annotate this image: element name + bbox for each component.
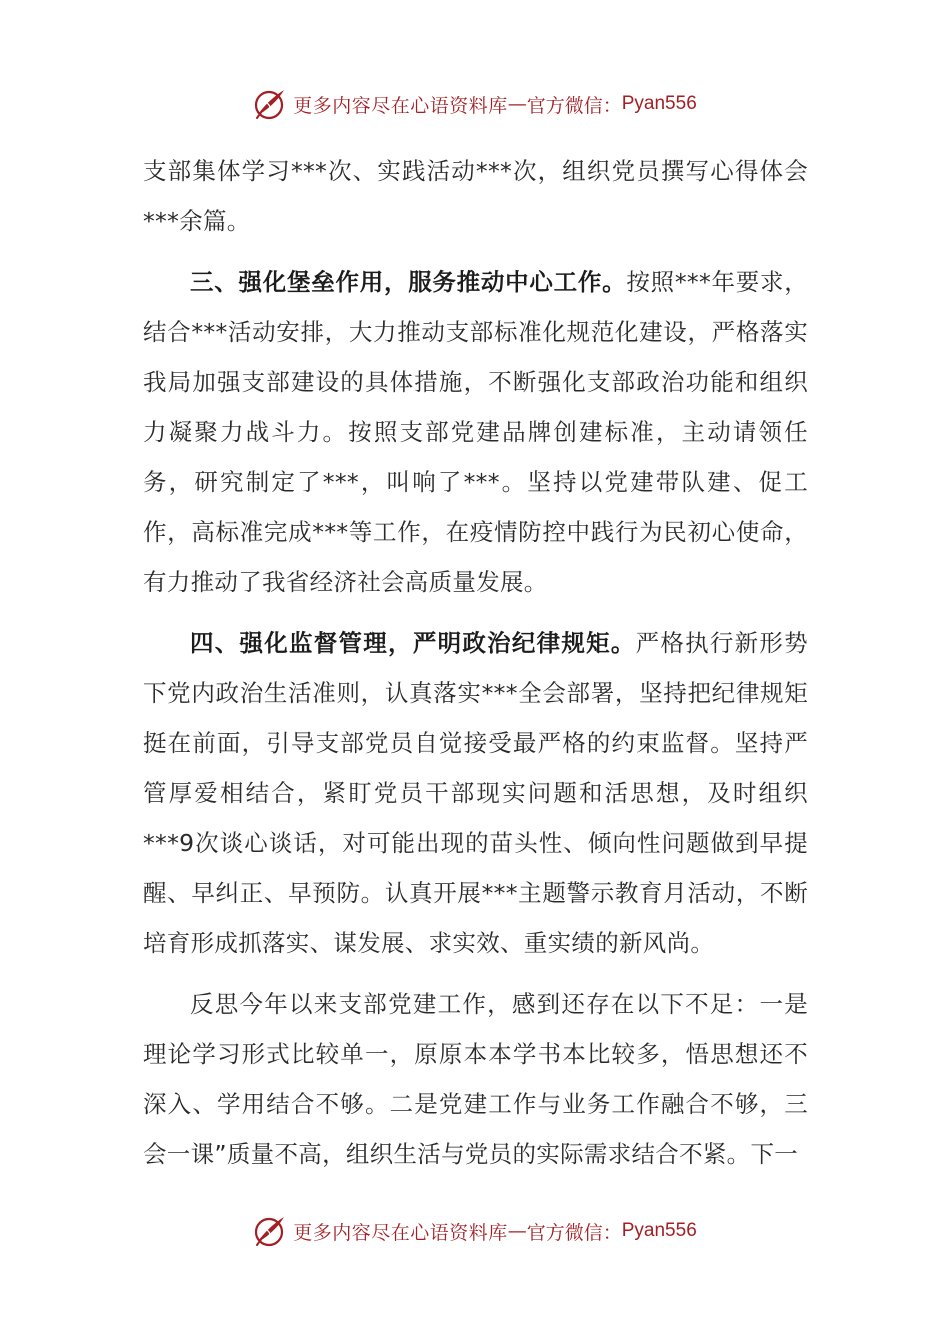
- banner-wechat-id: Pyan556: [621, 93, 697, 114]
- header-banner: [0, 84, 950, 124]
- quill-pen-logo-icon: [253, 87, 287, 121]
- section-heading: 三、强化堡垒作用，服务推动中心工作。: [190, 268, 627, 296]
- quill-pen-logo-icon: [253, 1214, 287, 1248]
- section-heading: 四、强化监督管理，严明政治纪律规矩。: [190, 629, 636, 657]
- banner-site-name: 更多内容尽在心语资料库: [293, 1221, 508, 1244]
- paragraph-text: 严格执行新形势下党内政治生活准则，认真落实***全会部署，坚持把纪律规矩挺在前面，引导支部党员自觉接受最严格的约束监督。坚持严管厚爱相结合，紧盯党员干部现实问题和活思想，及时组织***9次谈心谈话，对可能出现的苗头性、倾向性问题做到早提醒、早纠正、早预防。认真开展***主题警示教育月活动，不断培育形成抓落实、谋发展、求实效、重实绩的新风尚。: [143, 629, 808, 957]
- banner-site-name: 更多内容尽在心语资料库: [293, 94, 508, 117]
- paragraph-text: 反思今年以来支部党建工作，感到还存在以下不足：一是理论学习形式比较单一，原原本本学书本比较多，悟思想还不深入、学用结合不够。二是党建工作与业务工作融合不够，三会一课”质量不高，组织生活与党员的实际需求结合不紧。下一: [143, 990, 808, 1168]
- paragraph-text: 支部集体学习***次、实践活动***次，组织党员撰写心得体会***余篇。: [143, 157, 808, 235]
- paragraph-text: 按照***年要求，结合***活动安排，大力推动支部标准化规范化建设，严格落实我局加强支部建设的具体措施，不断强化支部政治功能和组织力凝聚力战斗力。按照支部党建品牌创建标准，主动请领任务，研究制定了***，叫响了***。坚持以党建带队建、促工作，高标准完成***等工作，在疫情防控中践行为民初心使命，有力推动了我省经济社会高质量发展。: [143, 268, 809, 596]
- banner-wechat-label: 官方微信：: [526, 1221, 622, 1244]
- paragraph-section-four: [143, 618, 808, 968]
- footer-banner: [0, 1211, 950, 1251]
- banner-separator: —: [507, 93, 527, 115]
- paragraph-section-three: [143, 257, 808, 607]
- paragraph-continuation: [143, 146, 808, 246]
- document-body: [143, 146, 808, 1179]
- banner-wechat-id: Pyan556: [621, 1220, 697, 1241]
- paragraph-reflection: [143, 979, 808, 1179]
- banner-wechat-label: 官方微信：: [526, 94, 622, 117]
- banner-separator: —: [507, 1220, 527, 1242]
